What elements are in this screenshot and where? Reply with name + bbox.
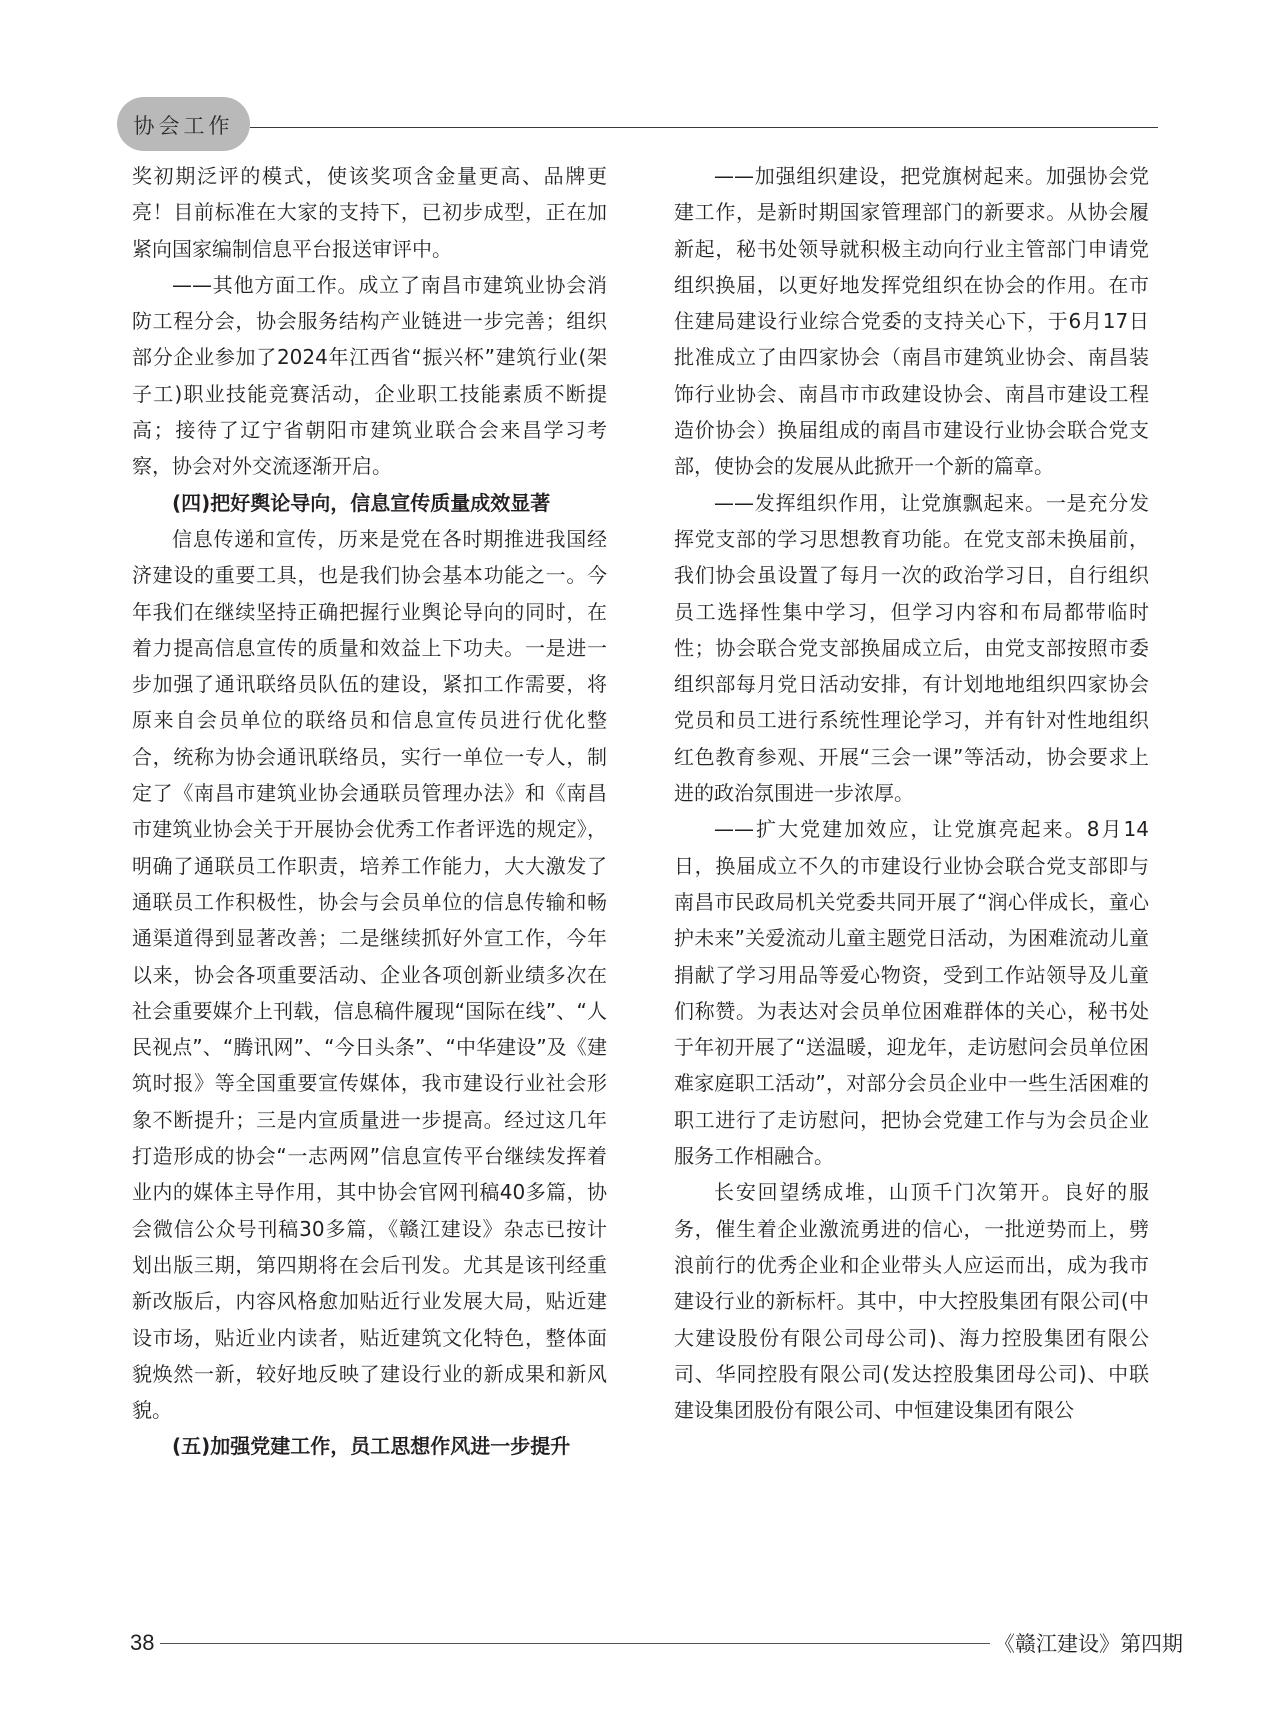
paragraph: 奖初期泛评的模式，使该奖项含金量更高、品牌更亮！目前标准在大家的支持下，已初步成型，正在加紧向国家编制信息平台报送审评中。 [132,164,607,261]
section-heading: (四)把好舆论导向，信息宣传质量成效显著 [172,490,551,515]
section-label: 协会工作 [133,114,234,138]
paragraph: ——发挥组织作用，让党旗飘起来。一是充分发挥党支部的学习思想教育功能。在党支部未换届前，我们协会虽设置了每月一次的政治学习日，自行组织员工选择性集中学习，但学习内容和布局都带临时性；协会联合党支部换届成立后，由党支部按照市委组织部每月党日活动安排，有计划地地组织四家协会党员和员工进行系统性理论学习，并有针对性地组织红色教育参观、开展“三会一课”等活动，协会要求上进的政治氛围进一步浓厚。 [674,490,1149,806]
header-rule [250,127,1158,128]
paragraph: ——加强组织建设，把党旗树起来。加强协会党建工作，是新时期国家管理部门的新要求。从协会履新起，秘书处领导就积极主动向行业主管部门申请党组织换届，以更好地发挥党组织在协会的作用。在市住建局建设行业综合党委的支持关心下，于6月17日批准成立了由四家协会（南昌市建筑业协会、南昌装饰行业协会、南昌市市政建设协会、南昌市建设工程造价协会）换届组成的南昌市建设行业协会联合党支部，使协会的发展从此掀开一个新的篇章。 [674,164,1149,479]
left-column [132,158,607,1465]
paragraph: 长安回望绣成堆，山顶千门次第开。良好的服务，催生着企业激流勇进的信心，一批逆势而上，劈浪前行的优秀企业和企业带头人应运而出，成为我市建设行业的新标杆。其中，中大控股集团有限公司(中大建设股份有限公司母公司)、海力控股集团有限公司、华同控股有限公司(发达控股集团母公司)、中联建设集团股份有限公司、中恒建设集团有限公 [674,1180,1149,1423]
paragraph: ——扩大党建加效应，让党旗亮起来。8月14日，换届成立不久的市建设行业协会联合党支部即与南昌市民政局机关党委共同开展了“润心伴成长，童心护未来”关爱流动儿童主题党日活动，为困难流动儿童捐献了学习用品等爱心物资，受到工作站领导及儿童们称赞。为表达对会员单位困难群体的关心，秘书处于年初开展了“送温暖，迎龙年，走访慰问会员单位困难家庭职工活动”，对部分会员企业中一些生活困难的职工进行了走访慰问，把协会党建工作与为会员企业服务工作相融合。 [674,817,1149,1169]
footer-rule [160,1643,990,1644]
right-column [674,158,1149,1428]
page-number: 38 [130,1630,155,1655]
section-heading: (五)加强党建工作，员工思想作风进一步提升 [172,1434,571,1459]
footer-issue: 《赣江建设》第四期 [994,1632,1183,1656]
paragraph: 信息传递和宣传，历来是党在各时期推进我国经济建设的重要工具，也是我们协会基本功能之一。今年我们在继续坚持正确把握行业舆论导向的同时，在着力提高信息宣传的质量和效益上下功夫。一是进一步加强了通讯联络员队伍的建设，紧扣工作需要，将原来自会员单位的联络员和信息宣传员进行优化整合，统称为协会通讯联络员，实行一单位一专人，制定了《南昌市建筑业协会通联员管理办法》和《南昌市建筑业协会关于开展协会优秀工作者评选的规定》，明确了通联员工作职责，培养工作能力，大大激发了通联员工作积极性，协会与会员单位的信息传输和畅通渠道得到显著改善；二是继续抓好外宣工作，今年以来，协会各项重要活动、企业各项创新业绩多次在社会重要媒介上刊载，信息稿件履现“国际在线”、“人民视点”、“腾讯网”、“今日头条”、“中华建设”及《建筑时报》等全国重要宣传媒体，我市建设行业社会形象不断提升；三是内宣质量进一步提高。经过这几年打造形成的协会“一志两网”信息宣传平台继续发挥着业内的媒体主导作用，其中协会官网刊稿40多篇，协会微信公众号刊稿30多篇，《赣江建设》杂志已按计划出版三期，第四期将在会后刊发。尤其是该刊经重新改版后，内容风格愈加贴近行业发展大局，贴近建设市场，贴近业内读者，贴近建筑文化特色，整体面貌焕然一新，较好地反映了建设行业的新成果和新风貌。 [132,526,607,1423]
section-tab [117,97,250,151]
paragraph: ——其他方面工作。成立了南昌市建筑业协会消防工程分会，协会服务结构产业链进一步完善；组织部分企业参加了2024年江西省“振兴杯”建筑行业(架子工)职业技能竞赛活动，企业职工技能素质不断提高；接待了辽宁省朝阳市建筑业联合会来昌学习考察，协会对外交流逐渐开启。 [132,272,607,479]
